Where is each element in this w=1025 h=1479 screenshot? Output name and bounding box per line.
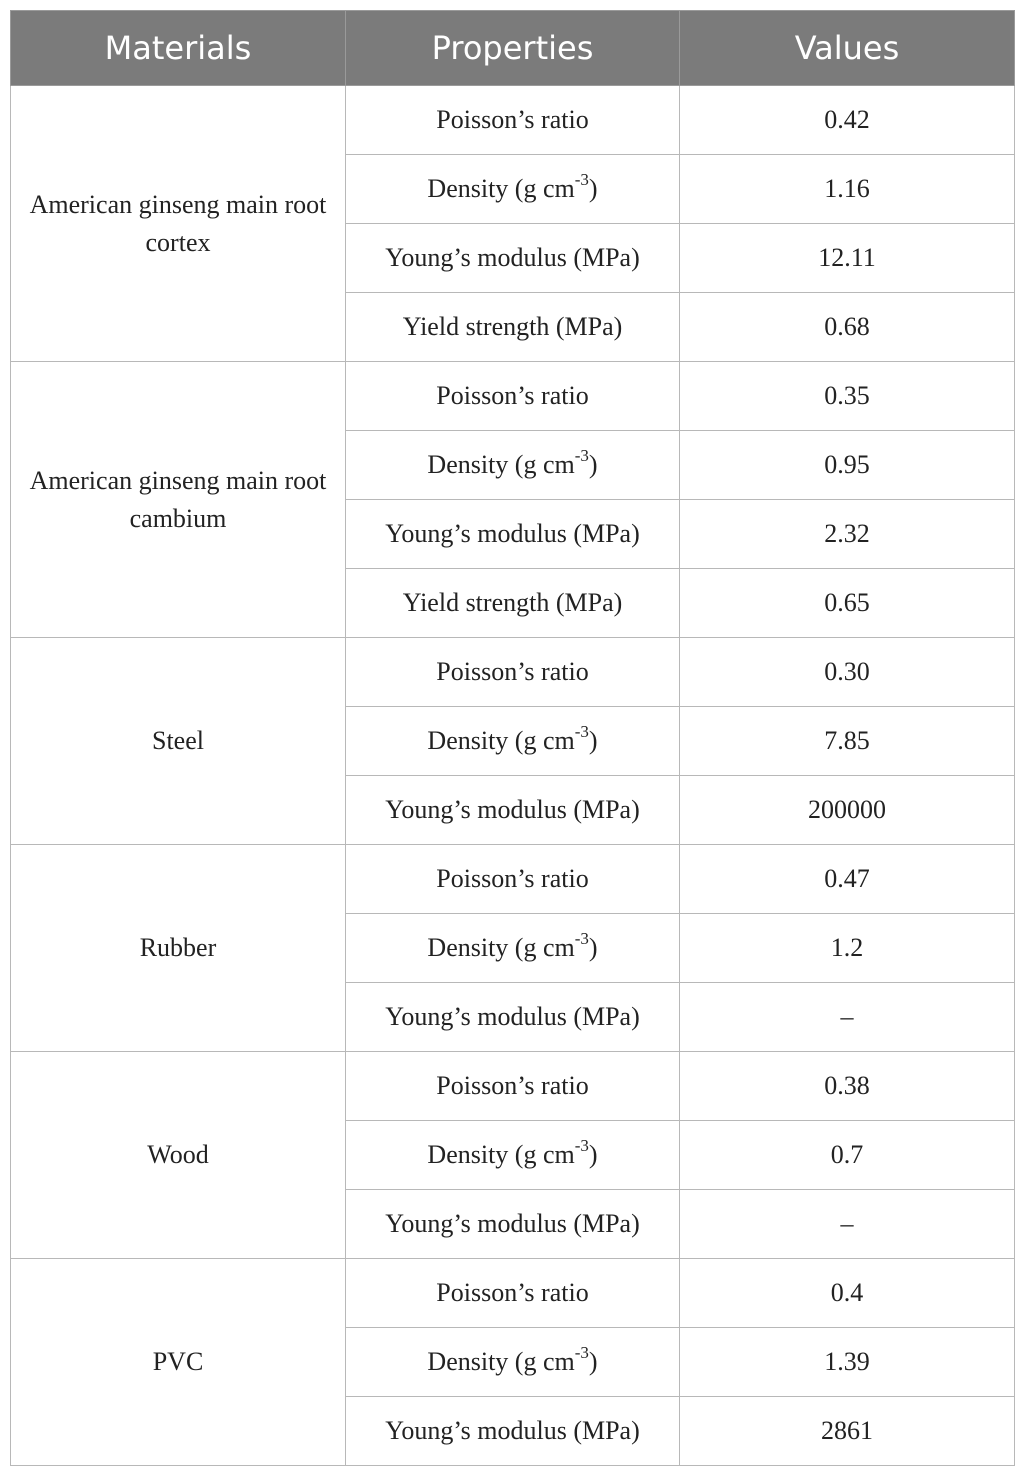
value-cell: – <box>680 983 1015 1052</box>
property-cell <box>346 500 680 569</box>
property-suffix: ) <box>588 450 598 479</box>
material-cell: American ginseng main root cortex <box>11 86 346 362</box>
property-cell <box>346 155 680 224</box>
table-container <box>10 10 1014 1466</box>
value-cell: 12.11 <box>680 224 1015 293</box>
property-label: Young’s modulus (MPa) <box>385 519 640 548</box>
value-cell: 0.35 <box>680 362 1015 431</box>
property-superscript: -3 <box>574 722 589 742</box>
property-cell <box>346 776 680 845</box>
property-suffix: ) <box>588 174 598 203</box>
table-row <box>11 86 1015 155</box>
property-cell <box>346 914 680 983</box>
property-cell <box>346 1397 680 1466</box>
property-cell <box>346 1190 680 1259</box>
property-cell <box>346 845 680 914</box>
property-label: Poisson’s ratio <box>436 657 589 686</box>
value-cell: 0.38 <box>680 1052 1015 1121</box>
property-cell <box>346 1052 680 1121</box>
property-label: Young’s modulus (MPa) <box>385 243 640 272</box>
property-label: Density (g cm <box>427 1140 575 1169</box>
property-label: Density (g cm <box>427 174 575 203</box>
property-label: Poisson’s ratio <box>436 1071 589 1100</box>
property-cell <box>346 293 680 362</box>
property-cell <box>346 431 680 500</box>
material-cell: Rubber <box>11 845 346 1052</box>
property-suffix: ) <box>588 1347 598 1376</box>
material-cell: Wood <box>11 1052 346 1259</box>
value-cell: 7.85 <box>680 707 1015 776</box>
property-label: Young’s modulus (MPa) <box>385 1002 640 1031</box>
header-materials: Materials <box>11 11 346 86</box>
material-cell: American ginseng main root cambium <box>11 362 346 638</box>
value-cell: 0.65 <box>680 569 1015 638</box>
property-superscript: -3 <box>574 1343 589 1363</box>
header-row <box>11 11 1015 86</box>
property-label: Poisson’s ratio <box>436 105 589 134</box>
property-cell <box>346 983 680 1052</box>
value-cell: 0.42 <box>680 86 1015 155</box>
property-label: Poisson’s ratio <box>436 1278 589 1307</box>
value-cell: 1.16 <box>680 155 1015 224</box>
property-cell <box>346 362 680 431</box>
table-body <box>11 86 1015 1466</box>
property-label: Poisson’s ratio <box>436 381 589 410</box>
property-suffix: ) <box>588 1140 598 1169</box>
table-row <box>11 362 1015 431</box>
property-label: Yield strength (MPa) <box>402 588 623 617</box>
property-label: Young’s modulus (MPa) <box>385 795 640 824</box>
value-cell: 2.32 <box>680 500 1015 569</box>
value-cell: 200000 <box>680 776 1015 845</box>
property-superscript: -3 <box>574 1136 589 1156</box>
table-row <box>11 1259 1015 1328</box>
property-suffix: ) <box>588 726 598 755</box>
material-cell: Steel <box>11 638 346 845</box>
property-label: Density (g cm <box>427 726 575 755</box>
value-cell: 0.95 <box>680 431 1015 500</box>
table-row <box>11 638 1015 707</box>
header-values: Values <box>680 11 1015 86</box>
property-superscript: -3 <box>574 929 589 949</box>
property-suffix: ) <box>588 933 598 962</box>
value-cell: 0.7 <box>680 1121 1015 1190</box>
table-row <box>11 845 1015 914</box>
header-properties: Properties <box>346 11 680 86</box>
value-cell: 1.39 <box>680 1328 1015 1397</box>
property-cell <box>346 86 680 155</box>
value-cell: 0.4 <box>680 1259 1015 1328</box>
property-cell <box>346 707 680 776</box>
property-cell <box>346 1328 680 1397</box>
property-label: Poisson’s ratio <box>436 864 589 893</box>
property-cell <box>346 638 680 707</box>
value-cell: 0.47 <box>680 845 1015 914</box>
value-cell: 0.30 <box>680 638 1015 707</box>
table-row <box>11 1052 1015 1121</box>
property-label: Density (g cm <box>427 933 575 962</box>
property-label: Young’s modulus (MPa) <box>385 1209 640 1238</box>
property-label: Young’s modulus (MPa) <box>385 1416 640 1445</box>
property-superscript: -3 <box>574 446 589 466</box>
material-properties-table <box>10 10 1015 1466</box>
property-cell <box>346 224 680 293</box>
value-cell: – <box>680 1190 1015 1259</box>
value-cell: 1.2 <box>680 914 1015 983</box>
property-superscript: -3 <box>574 170 589 190</box>
property-cell <box>346 1259 680 1328</box>
material-cell: PVC <box>11 1259 346 1466</box>
property-label: Density (g cm <box>427 1347 575 1376</box>
property-cell <box>346 1121 680 1190</box>
value-cell: 2861 <box>680 1397 1015 1466</box>
value-cell: 0.68 <box>680 293 1015 362</box>
property-label: Yield strength (MPa) <box>402 312 623 341</box>
property-cell <box>346 569 680 638</box>
property-label: Density (g cm <box>427 450 575 479</box>
